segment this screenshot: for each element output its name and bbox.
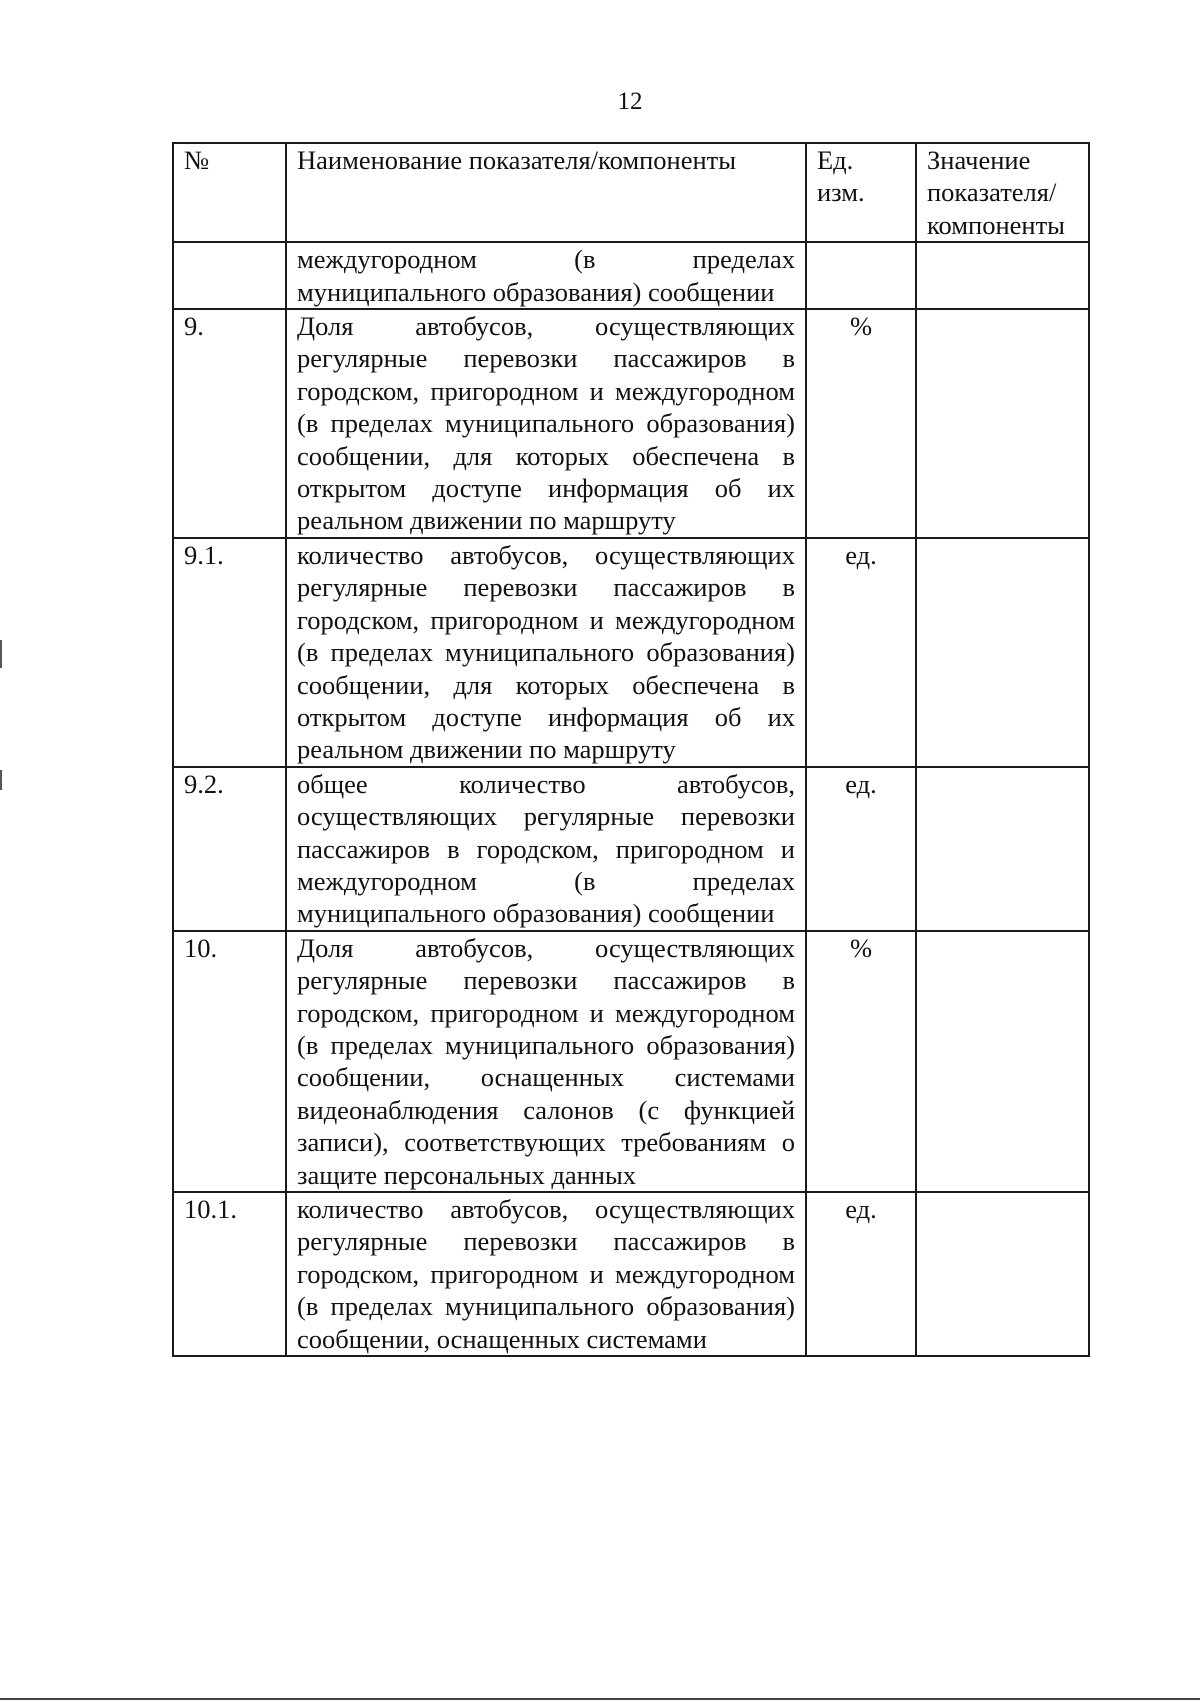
row-value bbox=[916, 931, 1089, 1192]
header-number: № bbox=[173, 143, 286, 242]
row-value bbox=[916, 309, 1089, 538]
header-name: Наименование показателя/компоненты bbox=[286, 143, 806, 242]
page-number: 12 bbox=[617, 88, 643, 115]
row-name: общее количество автобусов, осуществляющих регулярные перевозки пассажиров в городском, пригородном и междугородном (в пределах муниципального образования) сообщении bbox=[286, 767, 806, 931]
header-unit: Ед. изм. bbox=[806, 143, 916, 242]
table-row bbox=[173, 767, 1089, 931]
row-name: междугородном (в пределах муниципального образования) сообщении bbox=[286, 242, 806, 309]
row-unit: ед. bbox=[806, 767, 916, 931]
row-name: количество автобусов, осуществляющих регулярные перевозки пассажиров в городском, пригородном и междугородном (в пределах муниципального образования) сообщении, оснащенных системами bbox=[286, 1192, 806, 1356]
row-unit: % bbox=[806, 309, 916, 538]
table-row bbox=[173, 538, 1089, 767]
table-row bbox=[173, 309, 1089, 538]
row-value bbox=[916, 1192, 1089, 1356]
scan-edge-mark bbox=[0, 640, 2, 668]
row-name: количество автобусов, осуществляющих регулярные перевозки пассажиров в городском, пригородном и междугородном (в пределах муниципального образования) сообщении, для которых обеспечена в открытом доступе информация об их реальном движении по маршруту bbox=[286, 538, 806, 767]
indicators-table bbox=[172, 142, 1090, 1357]
row-unit: % bbox=[806, 931, 916, 1192]
scan-edge-mark bbox=[0, 770, 2, 790]
table-header-row bbox=[173, 143, 1089, 242]
row-unit: ед. bbox=[806, 538, 916, 767]
row-value bbox=[916, 242, 1089, 309]
header-value: Значение показателя/ компоненты bbox=[916, 143, 1089, 242]
row-unit bbox=[806, 242, 916, 309]
row-value bbox=[916, 767, 1089, 931]
row-name: Доля автобусов, осуществляющих регулярные перевозки пассажиров в городском, пригородном и междугородном (в пределах муниципального образования) сообщении, оснащенных системами видеонаблюдения салонов (с функцией записи), соответствующих требованиям о защите персональных данных bbox=[286, 931, 806, 1192]
row-value bbox=[916, 538, 1089, 767]
row-name: Доля автобусов, осуществляющих регулярные перевозки пассажиров в городском, пригородном и междугородном (в пределах муниципального образования) сообщении, для которых обеспечена в открытом доступе информация об их реальном движении по маршруту bbox=[286, 309, 806, 538]
row-number: 9.1. bbox=[173, 538, 286, 767]
row-number: 10.1. bbox=[173, 1192, 286, 1356]
table-row bbox=[173, 1192, 1089, 1356]
row-number: 9.2. bbox=[173, 767, 286, 931]
table-row bbox=[173, 931, 1089, 1192]
row-number: 9. bbox=[173, 309, 286, 538]
table-row bbox=[173, 242, 1089, 309]
row-number: 10. bbox=[173, 931, 286, 1192]
scan-bottom-edge bbox=[0, 1698, 1200, 1700]
row-number bbox=[173, 242, 286, 309]
row-unit: ед. bbox=[806, 1192, 916, 1356]
